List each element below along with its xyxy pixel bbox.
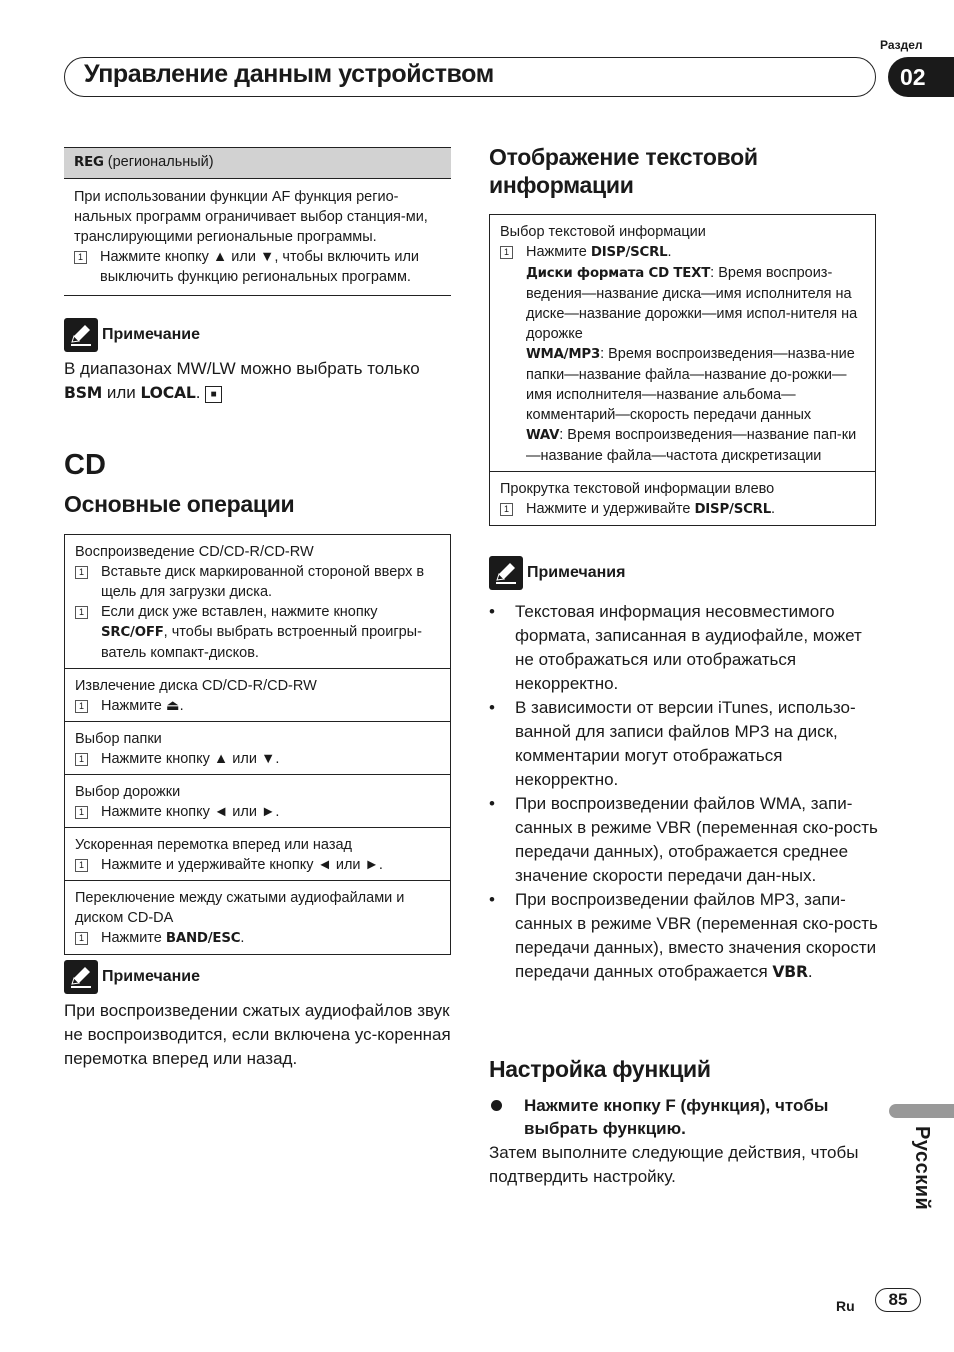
language-label: Русский	[911, 1126, 933, 1211]
pencil-icon	[64, 318, 98, 352]
step-number: 1	[75, 932, 88, 945]
reg-description: При использовании функции AF функция регио-нальных программ ограничивает выбор станция-ми, транслирующими региональные программы.	[74, 189, 428, 245]
reg-table-header: REG (региональный)	[64, 147, 451, 179]
page-number: 85	[875, 1288, 921, 1312]
step-number: 1	[75, 606, 88, 619]
table-row: Переключение между сжатыми аудиофайлами и диском CD-DA 1 Нажмите BAND/ESC.	[65, 880, 450, 954]
note-text: В диапазонах MW/LW можно выбрать только BSM или LOCAL. ■	[64, 359, 420, 402]
page-title: Управление данным устройством	[84, 60, 494, 88]
text-info-title: Отображение текстовой информации	[489, 144, 758, 198]
list-item: • При воспроизведении файлов MP3, запи-санных в режиме VBR (переменная ско-рость передачи данных), вместо значения скорости передачи данных отображается VBR.	[489, 888, 879, 984]
end-mark-icon: ■	[205, 386, 222, 403]
list-item: • Текстовая информация несовместимого формата, записанная в аудиофайле, может не отображаться или отображаться некорректно.	[489, 600, 879, 696]
note-text: При воспроизведении сжатых аудиофайлов звук не воспроизводится, если включена ус-коренная перемотка вперед или назад.	[64, 1001, 451, 1068]
list-item: • При воспроизведении файлов WMA, запи-санных в режиме VBR (переменная ско-рость передачи данных), отображается среднее значение скорости передачи дан-ных.	[489, 792, 879, 888]
table-row: Выбор дорожки 1 Нажмите кнопку ◄ или ►.	[65, 774, 450, 827]
pencil-icon	[64, 960, 98, 994]
table-row: Прокрутка текстовой информации влево 1 Нажмите и удерживайте DISP/SCRL.	[490, 471, 875, 525]
step-number: 1	[75, 753, 88, 766]
function-description: Затем выполните следующие действия, чтобы подтвердить настройку.	[489, 1143, 859, 1186]
language-tab-marker	[889, 1104, 954, 1118]
note-fast-forward	[64, 960, 451, 1071]
reg-table	[64, 147, 451, 296]
function-settings-title: Настройка функций	[489, 1056, 711, 1082]
cd-section-title: CD	[64, 449, 106, 481]
list-item: • В зависимости от версии iTunes, использо-ванной для записи файлов MP3 на диск, комментарии могут отображаться некорректно.	[489, 696, 879, 792]
step-number: 1	[74, 251, 87, 264]
step-number: 1	[75, 806, 88, 819]
table-row: Выбор папки 1 Нажмите кнопку ▲ или ▼.	[65, 721, 450, 774]
operations-table	[64, 534, 451, 955]
note-header: Примечание	[64, 318, 451, 352]
step-number: 1	[500, 246, 513, 259]
section-label: Раздел	[880, 38, 923, 52]
language-code: Ru	[836, 1298, 855, 1314]
reg-table-body	[64, 179, 451, 296]
note-mwlw	[64, 318, 451, 405]
function-settings-body	[489, 1094, 874, 1189]
section-number-badge: 02	[888, 57, 954, 97]
table-row: Воспроизведение CD/CD-R/CD-RW 1 Вставьте диск маркированной стороной вверх в щель для загрузки диска. 1 Если диск уже вставлен, нажмите кнопку SRC/OFF, чтобы выбрать встроенный проигры-ватель компакт-дисков.	[75, 544, 425, 661]
step-number: 1	[75, 700, 88, 713]
note-header: Примечания	[489, 556, 879, 590]
basic-operations-title: Основные операции	[64, 491, 295, 517]
step-number: 1	[75, 566, 88, 579]
pencil-icon	[489, 556, 523, 590]
table-row: Ускоренная перемотка вперед или назад 1 Нажмите и удерживайте кнопку ◄ или ►.	[65, 827, 450, 880]
bullet-dot-icon	[491, 1100, 502, 1111]
note-header: Примечание	[64, 960, 451, 994]
function-step: Нажмите кнопку F (функция), чтобы выбрать функцию.	[489, 1094, 874, 1140]
notes-list	[489, 600, 879, 984]
step-number: 1	[75, 859, 88, 872]
notes-text-display	[489, 556, 879, 984]
reg-step: 1 Нажмите кнопку ▲ или ▼, чтобы включить или выключить функцию региональных программ.	[74, 247, 441, 287]
step-number: 1	[500, 503, 513, 516]
table-row: Выбор текстовой информации 1 Нажмите DISP/SCRL. Диски формата CD TEXT: Время воспроиз-ведения—название диска—имя исполнителя на диске—название дорожки—имя испол-нителя на дорожке WMA/MP3: Время воспроизведения—назва-ние папки—название файла—название до-рожки—имя исполнителя—название альбома—комментарий—скорость передачи данных WAV: Время воспроизведения—название пап-ки—название файла—частота дискретизации	[500, 224, 858, 464]
table-row: Извлечение диска CD/CD-R/CD-RW 1 Нажмите ⏏.	[65, 668, 450, 721]
text-info-table	[489, 214, 876, 526]
